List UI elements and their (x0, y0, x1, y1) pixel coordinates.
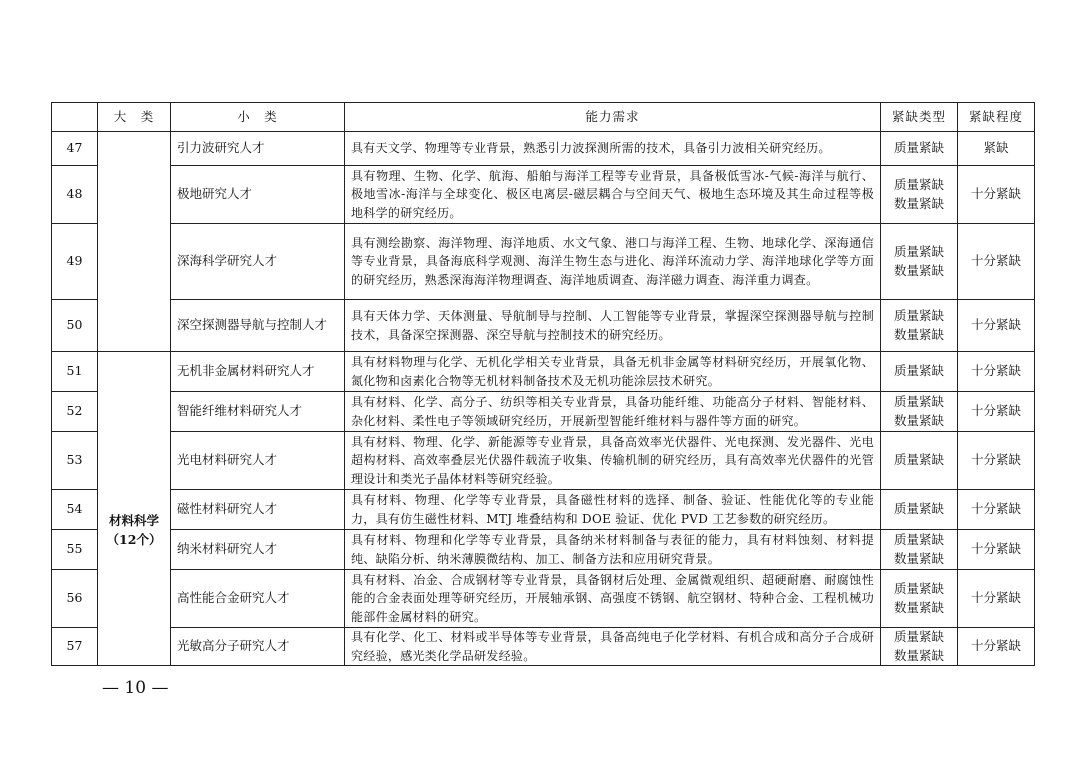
shortage-degree: 十分紧缺 (958, 628, 1035, 666)
subcategory-name: 光电材料研究人才 (171, 432, 345, 490)
shortage-type (881, 224, 958, 300)
table-row (52, 490, 1035, 530)
row-number: 57 (52, 628, 98, 666)
shortage-type-label: 质量紧缺 (893, 140, 944, 156)
shortage-type-label: 质量紧缺 (893, 244, 944, 259)
requirement-text: 具有测绘勘察、海洋物理、海洋地质、水文气象、港口与海洋工程、生物、地球化学、深海通信等专业背景，具备海底科学观测、海洋生物生态与进化、海洋环流动力学、海洋地球化学等方面的研究经历，熟悉深海海洋物理调查、海洋地质调查、海洋磁力调查、海洋重力调查。 (345, 224, 881, 300)
subcategory-name: 磁性材料研究人才 (171, 490, 345, 530)
row-number: 53 (52, 432, 98, 490)
shortage-type (881, 300, 958, 352)
requirement-text: 具有材料、物理和化学等专业背景，具备纳米材料制备与表征的能力，具有材料蚀刻、材料提纯、缺陷分析、纳米薄膜微结构、加工、制备方法和应用研究背景。 (345, 530, 881, 570)
shortage-type (881, 392, 958, 432)
header-number (52, 103, 98, 132)
subcategory-name: 引力波研究人才 (171, 132, 345, 166)
table-row (52, 132, 1035, 166)
requirement-text: 具有化学、化工、材料或半导体等专业背景，具备高纯电子化学材料、有机合成和高分子合成研究经验，感光类化学品研发经验。 (345, 628, 881, 666)
row-number: 48 (52, 166, 98, 224)
shortage-type-label: 质量紧缺 (893, 629, 944, 644)
header-category: 大 类 (98, 103, 171, 132)
shortage-type-label: 数量紧缺 (893, 647, 944, 663)
shortage-type (881, 432, 958, 490)
category-count: （12个） (106, 531, 162, 547)
row-number: 47 (52, 132, 98, 166)
table-row (52, 530, 1035, 570)
shortage-type (881, 628, 958, 666)
shortage-degree: 紧缺 (958, 132, 1035, 166)
category-label: 材料科学 (108, 513, 159, 528)
shortage-type (881, 530, 958, 570)
row-number: 49 (52, 224, 98, 300)
shortage-type-label: 质量紧缺 (893, 177, 944, 192)
header-shortage-type: 紧缺类型 (881, 103, 958, 132)
header-requirement: 能力需求 (345, 103, 881, 132)
requirement-text: 具有天体力学、天体测量、导航制导与控制、人工智能等专业背景，掌握深空探测器导航与控制技术，具备深空探测器、深空导航与控制技术的研究经历。 (345, 300, 881, 352)
shortage-degree: 十分紧缺 (958, 224, 1035, 300)
requirement-text: 具有物理、生物、化学、航海、船舶与海洋工程等专业背景，具备极低雪冰-气候-海洋与航行、极地雪冰-海洋与全球变化、极区电离层-磁层耦合与空间天气、极地生态环境及其生命过程等极地科学的研究经历。 (345, 166, 881, 224)
row-number: 56 (52, 570, 98, 628)
header-subcategory: 小 类 (171, 103, 345, 132)
requirement-text: 具有材料、化学、高分子、纺织等相关专业背景，具备功能纤维、功能高分子材料、智能材料、杂化材料、柔性电子等领域研究经历，开展新型智能纤维材料与器件等方面的研究。 (345, 392, 881, 432)
shortage-degree: 十分紧缺 (958, 490, 1035, 530)
row-number: 52 (52, 392, 98, 432)
subcategory-name: 纳米材料研究人才 (171, 530, 345, 570)
shortage-type-label: 质量紧缺 (893, 308, 944, 323)
row-number: 55 (52, 530, 98, 570)
page-number: — 10 — (102, 678, 169, 698)
subcategory-name: 极地研究人才 (171, 166, 345, 224)
shortage-type-label: 数量紧缺 (893, 412, 944, 428)
shortage-type-label: 数量紧缺 (893, 599, 944, 615)
shortage-degree: 十分紧缺 (958, 570, 1035, 628)
requirement-text: 具有材料、物理、化学、新能源等专业背景，具备高效率光伏器件、光电探测、发光器件、光电超构材料、高效率叠层光伏器件载流子收集、传输机制的研究经历，具有高效率光伏器件的光管理设计和类光子晶体材料等研究经验。 (345, 432, 881, 490)
table-row (52, 166, 1035, 224)
shortage-degree: 十分紧缺 (958, 352, 1035, 392)
shortage-type-label: 数量紧缺 (893, 550, 944, 566)
shortage-type-label: 数量紧缺 (893, 326, 944, 342)
shortage-type (881, 352, 958, 392)
shortage-type (881, 490, 958, 530)
subcategory-name: 智能纤维材料研究人才 (171, 392, 345, 432)
shortage-type-label: 质量紧缺 (893, 532, 944, 547)
shortage-degree: 十分紧缺 (958, 392, 1035, 432)
requirement-text: 具有材料、冶金、合成钢材等专业背景，具备钢材后处理、金属微观组织、超硬耐磨、耐腐蚀性能的合金表面处理等研究经历，开展轴承钢、高强度不锈钢、航空钢材、特种合金、工程机械功能部件金属材料的研究。 (345, 570, 881, 628)
requirement-text: 具有天文学、物理等专业背景，熟悉引力波探测所需的技术，具备引力波相关研究经历。 (345, 132, 881, 166)
shortage-type (881, 166, 958, 224)
table-row (52, 570, 1035, 628)
table-row (52, 628, 1035, 666)
row-number: 50 (52, 300, 98, 352)
requirement-text: 具有材料物理与化学、无机化学相关专业背景，具备无机非金属等材料研究经历，开展氧化物、氮化物和卤素化合物等无机材料制备技术及无机功能涂层技术研究。 (345, 352, 881, 392)
shortage-type-label: 质量紧缺 (893, 501, 944, 517)
table-row (52, 352, 1035, 392)
category-cell-materials (98, 352, 171, 666)
table-row (52, 392, 1035, 432)
requirement-text: 具有材料、物理、化学等专业背景，具备磁性材料的选择、制备、验证、性能优化等的专业能力，具有仿生磁性材料、MTJ 堆叠结构和 DOE 验证、优化 PVD 工艺参数的研究经历。 (345, 490, 881, 530)
subcategory-name: 光敏高分子研究人才 (171, 628, 345, 666)
shortage-degree: 十分紧缺 (958, 432, 1035, 490)
row-number: 54 (52, 490, 98, 530)
shortage-type (881, 570, 958, 628)
header-shortage-degree: 紧缺程度 (958, 103, 1035, 132)
shortage-type-label: 质量紧缺 (893, 581, 944, 596)
table-header-row (52, 103, 1035, 132)
shortage-degree: 十分紧缺 (958, 166, 1035, 224)
table-row (52, 224, 1035, 300)
shortage-degree: 十分紧缺 (958, 530, 1035, 570)
shortage-degree: 十分紧缺 (958, 300, 1035, 352)
row-number: 51 (52, 352, 98, 392)
subcategory-name: 深海科学研究人才 (171, 224, 345, 300)
shortage-type-label: 质量紧缺 (893, 394, 944, 409)
shortage-type-label: 数量紧缺 (893, 262, 944, 278)
talent-table (51, 102, 1035, 666)
shortage-type-label: 质量紧缺 (893, 363, 944, 379)
shortage-type-label: 质量紧缺 (893, 452, 944, 468)
shortage-type (881, 132, 958, 166)
subcategory-name: 深空探测器导航与控制人才 (171, 300, 345, 352)
category-cell-empty (98, 132, 171, 352)
subcategory-name: 高性能合金研究人才 (171, 570, 345, 628)
table-row (52, 432, 1035, 490)
shortage-type-label: 数量紧缺 (893, 195, 944, 211)
table-row (52, 300, 1035, 352)
subcategory-name: 无机非金属材料研究人才 (171, 352, 345, 392)
